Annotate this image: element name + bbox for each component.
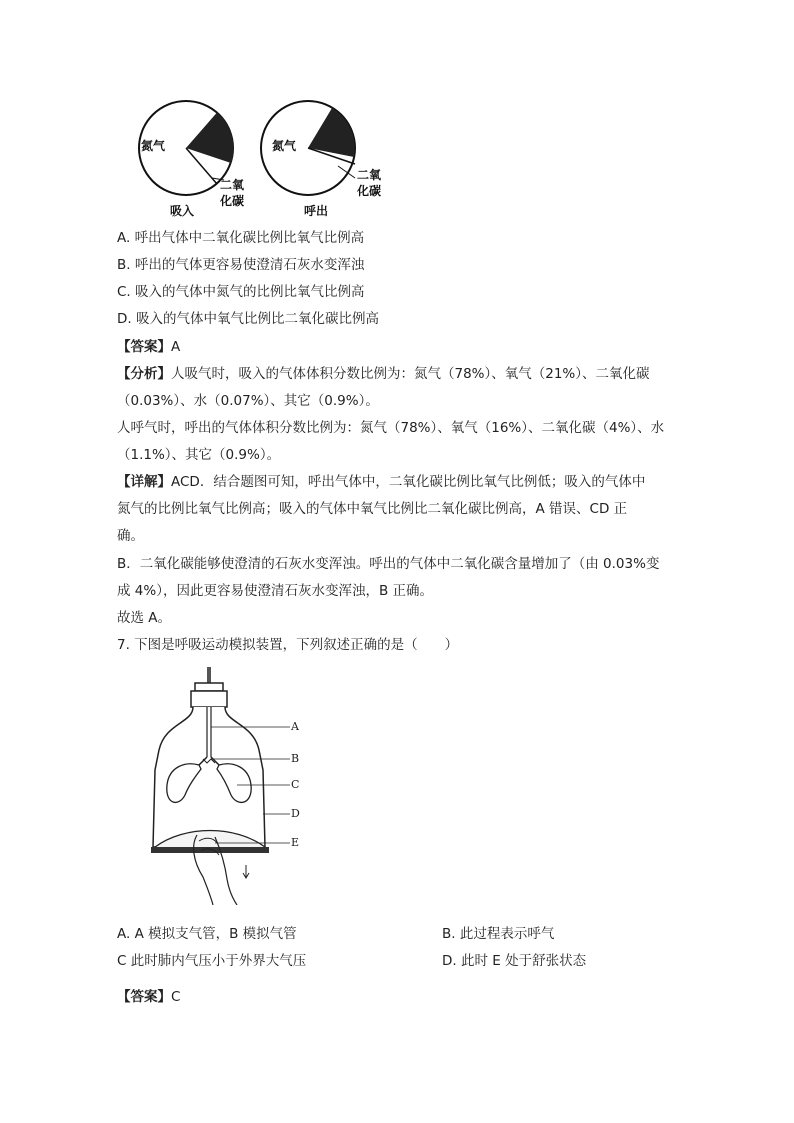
diagram-label-d: D xyxy=(291,807,300,820)
q7-option-a: A. A 模拟支气管，B 模拟气管 xyxy=(117,926,297,942)
q7-answer-value: C xyxy=(171,989,181,1005)
q6-option-b: B. 呼出的气体更容易使澄清石灰水变浑浊 xyxy=(117,257,365,273)
inhale-nitrogen-label: 氮气 xyxy=(141,139,166,153)
q7-stem: 7. 下图是呼吸运动模拟装置，下列叙述正确的是（ ） xyxy=(117,637,459,653)
q6-analysis-line-2: （0.03%）、水（0.07%）、其它（0.9%）。 xyxy=(117,393,379,409)
pie-chart-exhale xyxy=(255,100,395,220)
q6-analysis-line-1 xyxy=(117,365,650,383)
inhale-caption: 吸入 xyxy=(170,204,195,218)
exhale-nitrogen-label: 氮气 xyxy=(272,139,297,153)
exhale-caption: 呼出 xyxy=(304,204,329,218)
diagram-label-c: C xyxy=(291,778,300,791)
q7-option-d: D. 此时 E 处于舒张状态 xyxy=(442,953,587,969)
analysis-label: 【分析】 xyxy=(117,366,171,382)
detail-label: 【详解】 xyxy=(117,474,171,490)
diagram-label-b: B xyxy=(291,752,300,765)
q6-answer xyxy=(117,338,180,356)
diagram-label-a: A xyxy=(291,720,299,733)
answer-value: A xyxy=(171,339,181,355)
diagram-label-e: E xyxy=(291,836,300,849)
q6-analysis-line-4: （1.1%）、其它（0.9%）。 xyxy=(117,447,281,463)
q6-detail-line-6: 故选 A。 xyxy=(117,610,172,626)
q6-option-d: D. 吸入的气体中氧气比例比二氧化碳比例高 xyxy=(117,311,379,327)
q7-answer-label: 【答案】 xyxy=(117,989,171,1005)
q7-option-c: C 此时肺内气压小于外界大气压 xyxy=(117,953,307,969)
q7-option-b: B. 此过程表示呼气 xyxy=(442,926,555,942)
q6-detail-line-3: 确。 xyxy=(117,528,144,544)
q6-detail-line-2: 氮气的比例比氧气比例高；吸入的气体中氧气比例比二氧化碳比例高，A 错误、CD 正 xyxy=(117,501,628,517)
q6-option-c: C. 吸入的气体中氮气的比例比氧气比例高 xyxy=(117,284,365,300)
inhale-co2-label: 二氧化碳 xyxy=(220,178,245,208)
q6-option-a: A. 呼出气体中二氧化碳比例比氧气比例高 xyxy=(117,230,365,246)
q6-analysis-line-3: 人呼气时，呼出的气体体积分数比例为：氮气（78%）、氧气（16%）、二氧化碳（4%）、水 xyxy=(117,420,665,436)
detail-text: ACD．结合题图可知，呼出气体中，二氧化碳比例比氧气比例低；吸入的气体中 xyxy=(171,474,646,490)
q6-detail-line-5: 成 4%），因此更容易使澄清石灰水变浑浊，B 正确。 xyxy=(117,583,434,599)
q6-detail-line-4: B．二氧化碳能够使澄清的石灰水变浑浊。呼出的气体中二氧化碳含量增加了（由 0.03%变 xyxy=(117,556,660,572)
analysis-text: 人吸气时，吸入的气体体积分数比例为：氮气（78%）、氧气（21%）、二氧化碳 xyxy=(171,366,650,382)
q7-answer xyxy=(117,988,180,1006)
exhale-co2-label: 二氧化碳 xyxy=(357,168,382,198)
answer-label: 【答案】 xyxy=(117,339,171,355)
q6-detail-line-1 xyxy=(117,473,645,491)
